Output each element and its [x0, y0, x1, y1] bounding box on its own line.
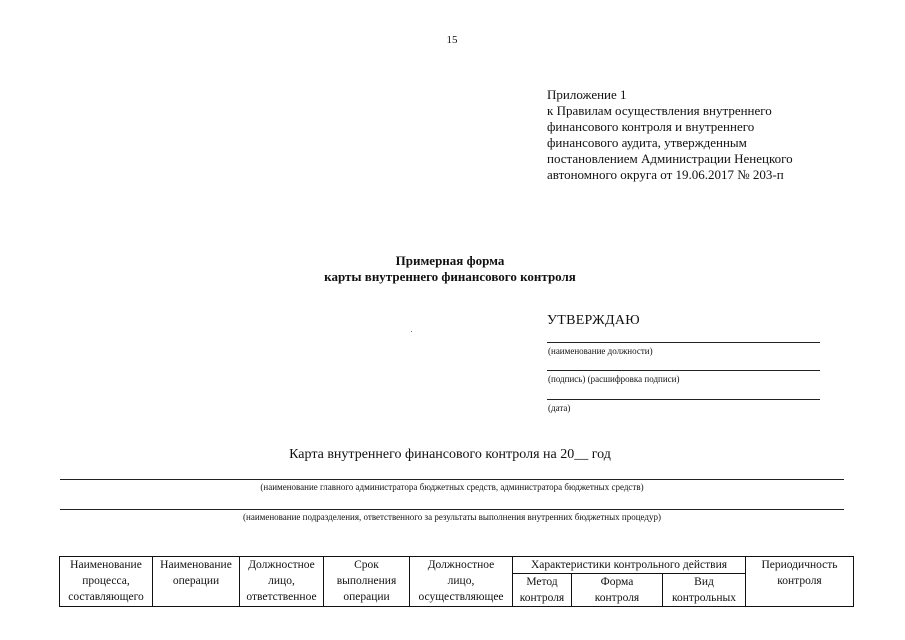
department-caption: (наименование подразделения, ответственного за результаты выполнения внутренних бюджетных процедур): [243, 512, 661, 522]
position-caption: (наименование должности): [548, 346, 653, 356]
form-title-line-1: Примерная форма: [395, 253, 505, 268]
header-control-method: Метод контроля: [513, 574, 572, 607]
appendix-block: [547, 87, 877, 183]
header-control-characteristics: Характеристики контрольного действия: [513, 557, 746, 574]
appendix-line: автономного округа от 19.06.2017 № 203-п: [547, 167, 784, 182]
form-title: [250, 253, 650, 285]
header-operation: Наименование операции: [153, 557, 240, 607]
page-number: 15: [446, 34, 458, 46]
header-process: Наименование процесса, составляющего: [60, 557, 153, 607]
appendix-line: Приложение 1: [547, 87, 627, 102]
department-line: [60, 509, 844, 510]
header-responsible-official: Должностное лицо, ответственное: [240, 557, 324, 607]
header-periodicity: Периодичность контроля: [746, 557, 854, 607]
header-control-type: Вид контрольных: [663, 574, 746, 607]
header-deadline: Срок выполнения операции: [324, 557, 410, 607]
administrator-line: [60, 479, 844, 480]
appendix-line: постановлением Администрации Ненецкого: [547, 151, 793, 166]
appendix-line: финансового контроля и внутреннего: [547, 119, 755, 134]
administrator-caption: (наименование главного администратора бюджетных средств, администратора бюджетных средств): [260, 482, 644, 492]
appendix-line: финансового аудита, утвержденным: [547, 135, 747, 150]
header-control-form: Форма контроля: [572, 574, 663, 607]
header-executing-official: Должностное лицо, осуществляющее: [410, 557, 513, 607]
card-title: Карта внутреннего финансового контроля на 20__ год: [289, 447, 611, 462]
signature-line: [547, 370, 820, 371]
control-card-table: [59, 556, 854, 607]
approval-heading: УТВЕРЖДАЮ: [547, 313, 640, 328]
signature-caption: (подпись) (расшифровка подписи): [548, 374, 680, 384]
scan-speck: [411, 331, 412, 332]
form-title-line-2: карты внутреннего финансового контроля: [324, 269, 576, 284]
appendix-line: к Правилам осуществления внутреннего: [547, 103, 772, 118]
position-line: [547, 342, 820, 343]
date-line: [547, 399, 820, 400]
date-caption: (дата): [548, 403, 571, 413]
